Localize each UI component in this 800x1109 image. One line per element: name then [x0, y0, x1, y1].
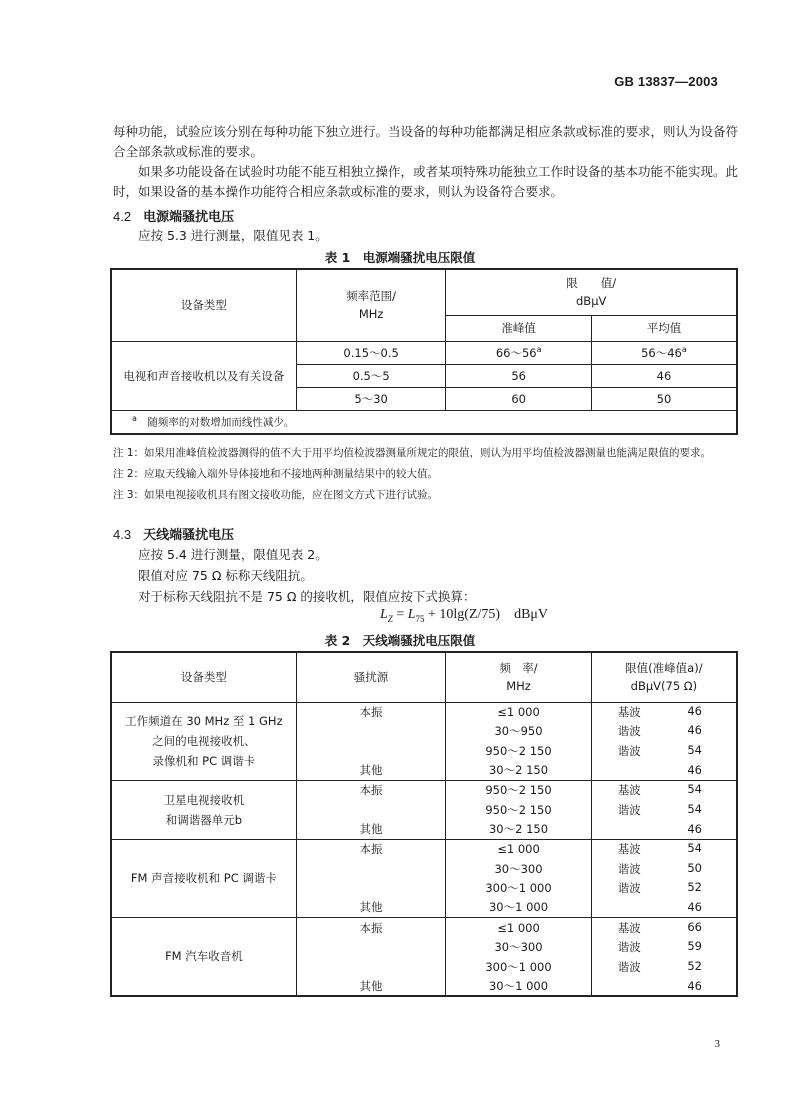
- limit-value: 52: [687, 880, 702, 895]
- table-cell: 5～30: [296, 387, 446, 410]
- source-cell: [296, 878, 445, 898]
- limit-kind: 基波: [617, 705, 641, 720]
- paragraph-2: 如果多功能设备在试验时功能不能互相独立操作，或者某项特殊功能独立工作时设备的基本功能不能实现。此时，如果设备的基本操作功能符合相应条款或标准的要求，则认为设备符合要求。: [113, 164, 739, 199]
- section-4-2-heading: [113, 206, 234, 225]
- header-limit: 限值(准峰值a)/ dBμV(75 Ω): [591, 652, 737, 702]
- device-cell: 电视和声音接收机以及有关设备: [111, 341, 296, 410]
- header-frequency: 频 率/ MHz: [446, 652, 592, 702]
- frequency-cell: ≤1 000: [446, 702, 592, 722]
- limit-kind: 谐波: [617, 802, 641, 817]
- device-cell: FM 汽车收音机: [111, 918, 296, 996]
- limit-kind: 基波: [617, 783, 641, 798]
- table-1: [110, 268, 738, 435]
- table-cell: 0.15～0.5: [296, 341, 446, 364]
- source-cell: 本振: [296, 918, 445, 938]
- device-cell: FM 声音接收机和 PC 调谐卡: [111, 839, 296, 917]
- table-1-footnote: $^a$ 随频率的对数增加而线性减少。: [111, 410, 737, 434]
- source-cell: [296, 957, 445, 977]
- limit-kind: 基波: [617, 842, 641, 857]
- section-4-3-heading: [113, 524, 234, 543]
- table-cell: 50: [591, 387, 737, 410]
- source-cell: 其他: [296, 820, 445, 840]
- limit-value: 46: [687, 978, 702, 993]
- limit-value: 50: [687, 860, 702, 875]
- standard-code: GB 13837—2003: [614, 74, 718, 89]
- header-average: 平均值: [591, 315, 737, 341]
- note-2: 注 2：应取天线输入端外导体接地和不接地两种测量结果中的较大值。: [113, 468, 439, 480]
- limit-value: 46: [687, 822, 702, 837]
- frequency-cell: 30～2 150: [446, 761, 592, 781]
- notes-block: [113, 444, 740, 505]
- frequency-cell: 30～300: [446, 859, 592, 879]
- frequency-cell: 950～2 150: [446, 780, 592, 800]
- limit-value: 66: [687, 919, 702, 934]
- header-device-type: 设备类型: [111, 652, 296, 702]
- frequency-cell: 30～300: [446, 937, 592, 957]
- table-2-caption: 表 2 天线端骚扰电压限值: [324, 633, 476, 648]
- source-cell: 本振: [296, 780, 445, 800]
- source-cell: 本振: [296, 839, 445, 859]
- frequency-cell: 30～2 150: [446, 820, 592, 840]
- frequency-cell: 950～2 150: [446, 741, 592, 761]
- source-cell: [296, 859, 445, 879]
- table-1-caption: 表 1 电源端骚扰电压限值: [324, 250, 476, 265]
- limit-value: 54: [687, 841, 702, 856]
- limit-cell: [591, 859, 737, 879]
- limit-cell: [591, 780, 737, 800]
- table-cell: 46: [591, 364, 737, 387]
- limit-cell: [591, 976, 737, 996]
- source-cell: [296, 741, 445, 761]
- limit-cell: [591, 957, 737, 977]
- table-cell: 66～56$^a$: [446, 341, 592, 364]
- limit-kind: 谐波: [617, 881, 641, 896]
- table-row: [111, 702, 737, 722]
- limit-value: 46: [687, 723, 702, 738]
- limit-value: 54: [687, 782, 702, 797]
- frequency-cell: 30～1 000: [446, 976, 592, 996]
- page-number: 3: [714, 1038, 720, 1050]
- section-4-3-line-1: 应按 5.4 进行测量，限值见表 2。: [138, 547, 328, 562]
- limit-cell: [591, 702, 737, 722]
- limit-kind: 谐波: [617, 939, 641, 954]
- section-title: 天线端骚扰电压: [143, 528, 235, 543]
- table-row: [111, 780, 737, 800]
- limit-cell: [591, 800, 737, 820]
- frequency-cell: 30～1 000: [446, 898, 592, 918]
- table-cell: 56: [446, 364, 592, 387]
- section-4-3-line-2: 限值对应 75 Ω 标称天线阻抗。: [138, 568, 313, 583]
- header-limit: 限 值/ dBμV: [446, 269, 737, 315]
- table-cell: 60: [446, 387, 592, 410]
- source-cell: [296, 722, 445, 742]
- section-title: 电源端骚扰电压: [143, 210, 235, 225]
- limit-cell: [591, 839, 737, 859]
- source-cell: 其他: [296, 898, 445, 918]
- conversion-formula: $L_Z = L_{75} + 10\lg(Z/75)$ dBμV: [380, 607, 549, 624]
- section-number: 4.3: [113, 527, 132, 542]
- frequency-cell: 30～950: [446, 722, 592, 742]
- table-cell: 0.5～5: [296, 364, 446, 387]
- limit-value: 54: [687, 801, 702, 816]
- limit-value: 54: [687, 742, 702, 757]
- limit-value: 46: [687, 704, 702, 719]
- source-cell: [296, 800, 445, 820]
- header-source: 骚扰源: [296, 652, 445, 702]
- frequency-cell: 300～1 000: [446, 878, 592, 898]
- limit-cell: [591, 918, 737, 938]
- limit-value: 46: [687, 900, 702, 915]
- note-1: 注 1：如果用准峰值检波器测得的值不大于用平均值检波器测量所规定的限值，则认为用平均值检波器测量也能满足限值的要求。: [113, 447, 712, 459]
- frequency-cell: ≤1 000: [446, 839, 592, 859]
- frequency-cell: ≤1 000: [446, 918, 592, 938]
- section-4-2-text: 应按 5.3 进行测量，限值见表 1。: [138, 228, 328, 243]
- paragraph-1: 每种功能，试验应该分别在每种功能下独立进行。当设备的每种功能都满足相应条款或标准的要求，则认为设备符合全部条款或标准的要求。: [113, 124, 739, 159]
- limit-cell: [591, 878, 737, 898]
- source-cell: 其他: [296, 761, 445, 781]
- header-device-type: 设备类型: [111, 269, 296, 341]
- limit-cell: [591, 937, 737, 957]
- limit-value: 46: [687, 763, 702, 778]
- note-3: 注 3：如果电视接收机具有图文接收功能，应在图文方式下进行试验。: [113, 489, 439, 501]
- limit-kind: 谐波: [617, 724, 641, 739]
- limit-kind: 谐波: [617, 861, 641, 876]
- section-4-3-line-3: 对于标称天线阻抗不是 75 Ω 的接收机，限值应按下式换算：: [138, 589, 476, 604]
- limit-value: 59: [687, 938, 702, 953]
- limit-cell: [591, 761, 737, 781]
- device-cell: 工作频道在 30 MHz 至 1 GHz 之间的电视接收机、 录像机和 PC 调谐卡: [111, 702, 296, 780]
- table-2: [110, 651, 738, 997]
- limit-cell: [591, 741, 737, 761]
- limit-cell: [591, 722, 737, 742]
- limit-kind: 谐波: [617, 959, 641, 974]
- header-quasi-peak: 准峰值: [446, 315, 592, 341]
- source-cell: [296, 937, 445, 957]
- header-frequency: 频率范围/ MHz: [296, 269, 446, 341]
- section-number: 4.2: [113, 209, 132, 224]
- device-cell: 卫星电视接收机 和调谐器单元b: [111, 780, 296, 839]
- frequency-cell: 950～2 150: [446, 800, 592, 820]
- limit-cell: [591, 820, 737, 840]
- limit-value: 52: [687, 958, 702, 973]
- limit-kind: 基波: [617, 920, 641, 935]
- table-cell: 56～46$^a$: [591, 341, 737, 364]
- frequency-cell: 300～1 000: [446, 957, 592, 977]
- source-cell: 其他: [296, 976, 445, 996]
- limit-cell: [591, 898, 737, 918]
- table-row: [111, 839, 737, 859]
- source-cell: 本振: [296, 702, 445, 722]
- limit-kind: 谐波: [617, 743, 641, 758]
- table-row: [111, 918, 737, 938]
